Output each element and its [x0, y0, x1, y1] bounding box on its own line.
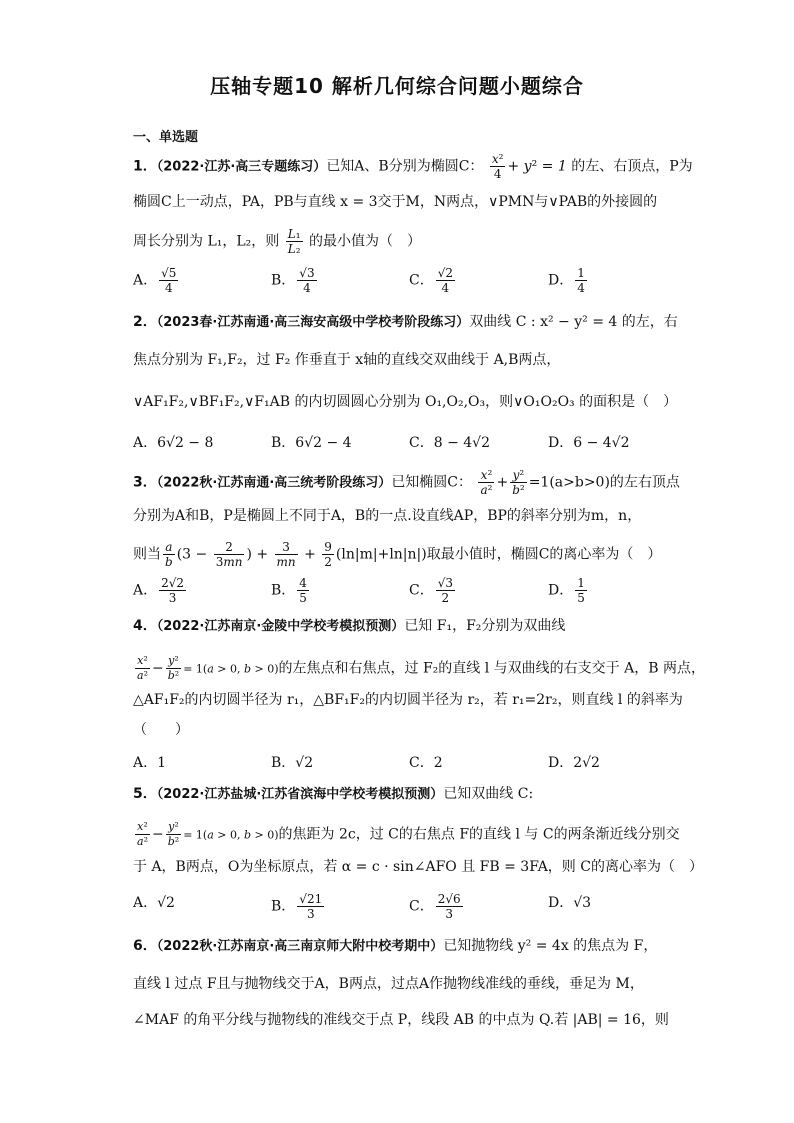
- q4-option-a[interactable]: A．1: [133, 755, 167, 771]
- q4-text-2b: 的左焦点和右焦点，过 F₂的直线 l 与双曲线的右支交于 A，B 两点，: [278, 660, 705, 677]
- q1-ratio-fraction: $\frac{\text{L₁}}{\text{L₂}}$: [287, 227, 301, 256]
- q6-number: 6．: [133, 938, 157, 954]
- q4-option-c[interactable]: C．2: [409, 755, 443, 771]
- q5-option-c[interactable]: C． $\frac{2√6}{3}$: [409, 892, 461, 921]
- q3-fraction-y: $\frac{\text{y²}}{\text{b²}}$: [512, 468, 525, 497]
- q4-line3: △AF₁F₂的内切圆半径为 r₁，△BF₁F₂的内切圆半径为 r₂，若 r₁=2r₂，则直线 l 的斜率为: [133, 692, 683, 708]
- q1-line1: 1．（2022·江苏·高三专题练习）已知A、B分别为椭圆C： $\frac{\text{x²}}{4}$ + y² = 1 的左、右顶点，P为: [133, 152, 693, 181]
- q5-line2: $\frac{\text{x²}}{\text{a²}}$ − $\frac{\text{y²}}{\text{b²}}$ = 1(a > 0, b > 0)的焦距为 2c，过 C的右焦点 F的直线 l 与 C的两条渐近线分别交: [137, 820, 680, 848]
- q3-text-1b: =1(a>b>0)的左右顶点: [528, 474, 680, 491]
- q1-line3: [133, 227, 421, 256]
- q3-text-3b: (ln|m|+ln|n|)取最小值时，椭圆C的离心率为（ ）: [335, 546, 662, 563]
- q1-option-b[interactable]: B． $\frac{√3}{4}$: [271, 266, 315, 295]
- q4-source: （2022·江苏南京·金陵中学校考模拟预测）: [156, 619, 405, 634]
- q6-line1: [133, 936, 657, 957]
- q3-fraction-x: $\frac{\text{x²}}{\text{a²}}$: [480, 468, 493, 497]
- q4-text-1a: 已知 F₁，F₂分别为双曲线: [404, 618, 566, 634]
- q4-line2: $\frac{\text{x²}}{\text{a²}}$ − $\frac{\text{y²}}{\text{b²}}$ = 1(a > 0, b > 0)的左焦点和右焦点，过 F₂的直线 l 与双曲线的右支交于 A，B 两点，: [137, 654, 705, 682]
- q6-source: （2022秋·江苏南京·高三南京师大附中校考期中）: [156, 939, 444, 954]
- q4-line4: （ ）: [133, 722, 189, 738]
- q6-line2: 直线 l 过点 F且与抛物线交于A，B两点，过点A作抛物线准线的垂线，垂足为 M，: [133, 976, 644, 992]
- q5-number: 5．: [133, 786, 157, 802]
- q2-option-d[interactable]: D．6 − 4√2: [548, 435, 630, 451]
- q3-option-c[interactable]: C． $\frac{√3}{2}$: [409, 576, 453, 605]
- q4-line1: [133, 616, 565, 637]
- q2-option-a[interactable]: A．6√2 − 8: [133, 435, 214, 451]
- q1-text-3a: 周长分别为 L₁，L₂，则: [133, 233, 280, 250]
- q2-line1: [133, 312, 678, 333]
- q3-line1: 3．（2022秋·江苏南通·高三统考阶段练习）已知椭圆C： $\frac{\text{x²}}{\text{a²}}$ + $\frac{\text{y²}}{\text{b²}}$ =1(a>b>0)的左右顶点: [133, 468, 680, 497]
- q5-option-a[interactable]: A．√2: [133, 895, 175, 911]
- q5-line1: [133, 784, 533, 805]
- q5-option-d[interactable]: D．√3: [548, 895, 592, 911]
- q2-source: （2023春·江苏南通·高三海安高级中学校考阶段练习）: [156, 315, 470, 330]
- q4-number: 4．: [133, 618, 157, 634]
- q1-text-3b: 的最小值为（ ）: [308, 233, 421, 250]
- q3-option-a[interactable]: A． $\frac{2√2}{3}$: [133, 576, 185, 605]
- q5-option-b[interactable]: B． $\frac{√21}{3}$: [271, 892, 323, 921]
- q6-text-1a: 已知抛物线 y² = 4x 的焦点为 F，: [443, 938, 658, 954]
- q2-line2: 焦点分别为 F₁,F₂，过 F₂ 作垂直于 x轴的直线交双曲线于 A,B两点，: [133, 352, 561, 368]
- q1-option-d[interactable]: D． $\frac{1}{4}$: [548, 266, 585, 295]
- q2-option-b[interactable]: B．6√2 − 4: [271, 435, 352, 451]
- q5-text-1a: 已知双曲线 C:: [443, 786, 534, 802]
- q3-option-d[interactable]: D． $\frac{1}{5}$: [548, 576, 585, 605]
- page-title: 压轴专题10 解析几何综合问题小题综合: [210, 74, 584, 98]
- section-heading: 一、单选题: [133, 130, 199, 145]
- q3-text-3a: 则当: [133, 546, 161, 563]
- q2-text-1a: 双曲线 C : x² − y² = 4 的左，右: [469, 314, 678, 330]
- q3-line2: 分别为A和B，P是椭圆上不同于A，B的一点.设直线AP，BP的斜率分别为m，n，: [133, 508, 642, 524]
- q3-number: 3．: [133, 474, 157, 491]
- q1-text-1b: 的左、右顶点，P为: [571, 158, 693, 175]
- q6-line3: ∠MAF 的角平分线与抛物线的准线交于点 P，线段 AB 的中点为 Q.若 |AB| = 16，则: [133, 1012, 669, 1028]
- q1-option-a[interactable]: A． $\frac{√5}{4}$: [133, 266, 177, 295]
- q1-source: （2022·江苏·高三专题练习）: [156, 159, 327, 175]
- q1-text-1a: 已知A、B分别为椭圆C：: [326, 158, 484, 175]
- q2-number: 2．: [133, 314, 157, 330]
- q3-source: （2022秋·江苏南通·高三统考阶段练习）: [156, 475, 392, 491]
- q5-source: （2022·江苏盐城·江苏省滨海中学校考模拟预测）: [156, 787, 444, 802]
- q1-number: 1．: [133, 158, 157, 175]
- q3-option-b[interactable]: B． $\frac{4}{5}$: [271, 576, 307, 605]
- q4-option-d[interactable]: D．2√2: [548, 755, 600, 771]
- q5-text-2b: 的焦距为 2c，过 C的右焦点 F的直线 l 与 C的两条渐近线分别交: [278, 826, 680, 843]
- q3-line3: 则当 $\frac{a}{b}$ (3 − $\frac{2}{3mn}$ ) + $\frac{3}{mn}$ + $\frac{9}{2}$ (ln|m|+ln|n|)取最小值时，椭圆C的离心率为（ ）: [133, 540, 662, 569]
- q1-line2: 椭圆C上一动点，PA，PB与直线 x = 3交于M，N两点，∨PMN与∨PAB的外接圆的: [133, 194, 658, 210]
- q2-line3: ∨AF₁F₂,∨BF₁F₂,∨F₁AB 的内切圆圆心分别为 O₁,O₂,O₃，则∨O₁O₂O₃ 的面积是（ ）: [133, 394, 678, 410]
- q2-option-c[interactable]: C．8 − 4√2: [409, 435, 490, 451]
- q4-option-b[interactable]: B．√2: [271, 755, 314, 771]
- q1-option-c[interactable]: C． $\frac{√2}{4}$: [409, 266, 453, 295]
- q5-line3: 于 A，B两点，O为坐标原点，若 α = c · sin∠AFO 且 FB = 3FA，则 C的离心率为（ ）: [133, 859, 703, 875]
- q3-text-1a: 已知椭圆C：: [391, 474, 473, 491]
- q1-ellipse-fraction: $\frac{\text{x²}}{4}$: [491, 152, 504, 181]
